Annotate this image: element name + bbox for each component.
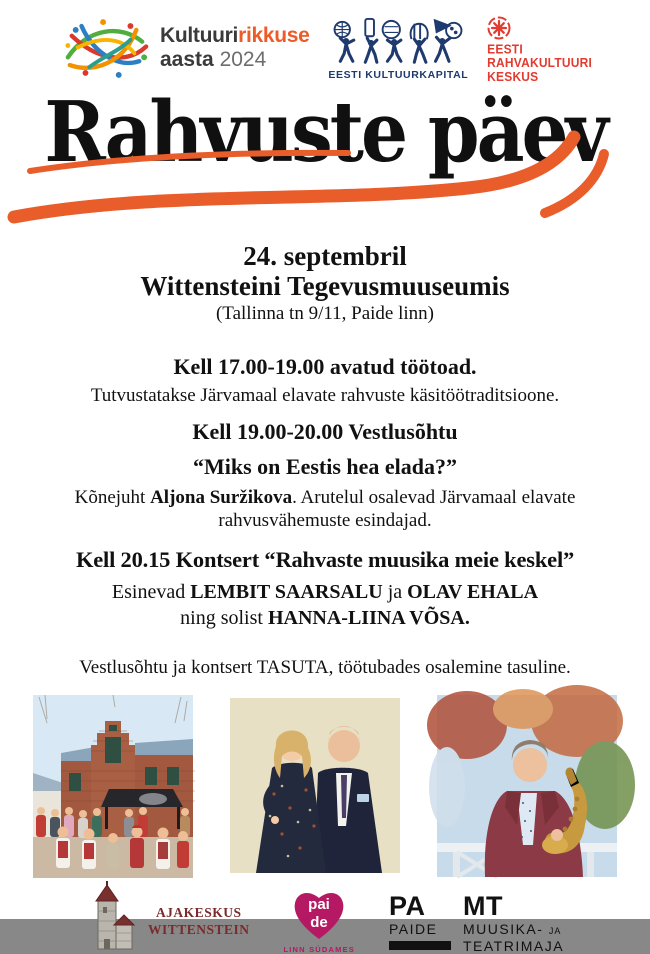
workshops-description: Tutvustatakse Järvamaal elavate rahvuste käsitöötraditsioone. xyxy=(90,384,560,406)
talk-host-pre: Kõnejuht xyxy=(74,487,151,509)
paide-heart-icon xyxy=(292,889,346,941)
performers-line xyxy=(0,580,650,604)
talk-quote: “Miks on Eestis hea elada?” xyxy=(192,453,458,479)
performer-1: LEMBIT SAARSALU xyxy=(190,580,383,603)
kultuuririkkuse-year: 2024 xyxy=(219,48,267,71)
photo-museum-crowd xyxy=(33,695,193,878)
price-note: Vestlusõhtu ja kontsert TASUTA, töötubades osalemine tasuline. xyxy=(79,656,571,678)
page-title: Rahvuste päev xyxy=(44,84,606,181)
pamt-sub-left: PAIDE xyxy=(388,920,438,937)
soloist-pre: ning solist xyxy=(180,606,268,629)
pamt-big-left: PA xyxy=(388,890,426,921)
wittenstein-line1: AJAKESKUS xyxy=(155,904,242,920)
pamt-big-right: MT xyxy=(462,890,503,921)
logo-kultuuririkkuse xyxy=(62,16,310,80)
kultuuririkkuse-word-dark: Kultuuri xyxy=(160,23,239,47)
event-venue: Wittensteini Tegevusmuuseumis xyxy=(140,270,510,301)
event-address: (Tallinna tn 9/11, Paide linn) xyxy=(215,303,434,325)
kultuuririkkuse-aasta: aasta xyxy=(160,48,214,71)
logo-ajakeskus-wittenstein xyxy=(86,881,250,953)
soloist-line xyxy=(0,606,650,630)
photo-duo-portrait xyxy=(230,698,400,873)
kultuurkapital-label: EESTI KULTUURKAPITAL xyxy=(328,69,469,81)
kultuuririkkuse-word-orange: rikkuse xyxy=(238,23,310,47)
rahvakultuuri-line1: EESTI xyxy=(487,41,523,57)
logo-paide-muusika-teatrimaja xyxy=(388,890,565,954)
talk-host-name: Aljona Suržikova xyxy=(150,487,293,509)
wittenstein-line2: WITTENSTEIN xyxy=(147,921,250,937)
pamt-sub-right1: MUUSIKA- JA xyxy=(462,920,562,937)
pamt-sub-right2: TEATRIMAJA xyxy=(462,937,565,954)
title-block xyxy=(0,85,650,227)
talk-host-post: . Arutelul osalevad Järvamaal elavate rahvusvähemuste esindajad. xyxy=(218,487,576,532)
talk-title: Kell 19.00-20.00 Vestlusõhtu xyxy=(192,419,458,445)
photo-row xyxy=(0,695,650,878)
header-logos xyxy=(0,0,650,83)
rahvakultuuri-line3: KESKUS xyxy=(487,69,539,85)
wittenstein-castle-icon xyxy=(86,881,140,953)
footer-logos xyxy=(0,881,650,954)
schedule xyxy=(0,354,650,679)
paide-heart-top-text: pai xyxy=(308,895,331,913)
kultuuririkkuse-wordmark xyxy=(160,25,310,71)
paide-tagline: LINN SÜDAMES xyxy=(283,944,355,954)
talk-host-line xyxy=(0,487,650,533)
logo-paide xyxy=(283,889,355,954)
kultuuririkkuse-scribble-icon xyxy=(62,16,150,80)
pamt-black-bar xyxy=(389,941,451,950)
soloist-name: HANNA-LIINA VÕSA. xyxy=(267,606,470,629)
logo-eesti-kultuurkapital xyxy=(328,18,468,81)
wittenstein-wordmark xyxy=(148,905,250,939)
photo-saxophonist xyxy=(437,695,617,877)
rahvakultuuri-line2: RAHVAKULTUURI xyxy=(487,55,592,71)
performers-mid: ja xyxy=(382,580,408,603)
performers-pre: Esinevad xyxy=(111,580,191,603)
concert-title: Kell 20.15 Kontsert “Rahvaste muusika meie keskel” xyxy=(75,546,575,572)
kultuurkapital-figures-icon xyxy=(328,18,468,68)
workshops-title: Kell 17.00-19.00 avatud töötoad. xyxy=(173,354,477,380)
performer-2: OLAV EHALA xyxy=(407,580,539,603)
event-info xyxy=(0,241,650,325)
logo-rahvakultuuri-keskus xyxy=(487,16,592,83)
pamt-ja: JA xyxy=(548,925,562,936)
paide-heart-bottom-text: de xyxy=(310,913,328,931)
event-date: 24. septembril xyxy=(243,240,407,271)
rahvakultuuri-wordmark xyxy=(487,43,592,85)
rahvakultuuri-wheel-icon xyxy=(487,16,511,40)
